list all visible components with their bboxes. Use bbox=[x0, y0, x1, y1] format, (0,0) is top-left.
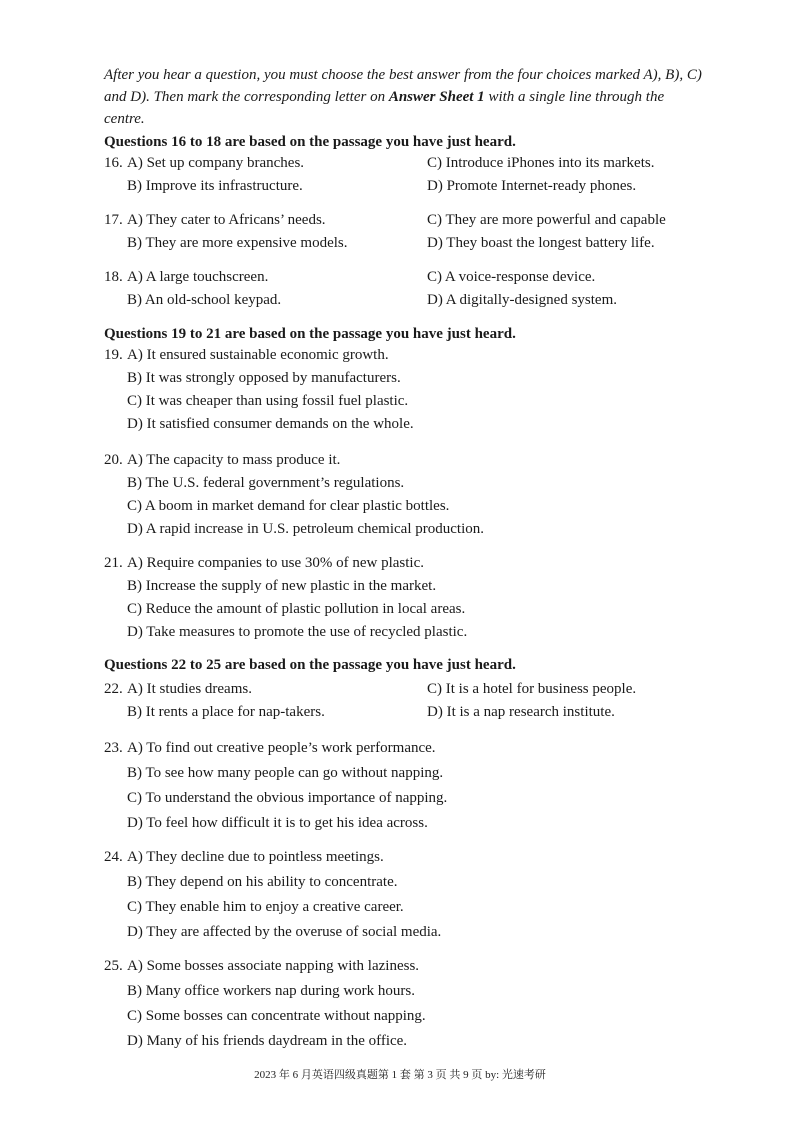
option-b: B) An old-school keypad. bbox=[127, 292, 282, 308]
option-b: B) Many office workers nap during work hours. bbox=[127, 983, 415, 999]
option-b: B) Increase the supply of new plastic in the market. bbox=[127, 578, 437, 594]
option-d: D) They boast the longest battery life. bbox=[427, 235, 655, 251]
option-c: C) They enable him to enjoy a creative career. bbox=[127, 899, 404, 915]
option-b: B) It rents a place for nap-takers. bbox=[127, 704, 325, 720]
question-number: 22. bbox=[104, 681, 123, 697]
option-b: B) The U.S. federal government’s regulations. bbox=[127, 475, 405, 491]
option-c: C) A voice-response device. bbox=[427, 269, 596, 285]
instructions bbox=[104, 64, 704, 130]
option-d: D) Promote Internet-ready phones. bbox=[427, 178, 637, 194]
option-c: C) It is a hotel for business people. bbox=[427, 681, 637, 697]
question-number: 25. bbox=[104, 958, 123, 974]
question-number: 18. bbox=[104, 269, 123, 285]
option-a: A) It studies dreams. bbox=[127, 681, 252, 697]
option-d: D) A digitally-designed system. bbox=[427, 292, 617, 308]
option-a: A) To find out creative people’s work performance. bbox=[127, 740, 436, 756]
instructions-answer-sheet: Answer Sheet 1 bbox=[388, 89, 485, 105]
option-a: A) A large touchscreen. bbox=[127, 269, 269, 285]
option-b: B) They depend on his ability to concentrate. bbox=[127, 874, 398, 890]
option-d: D) It satisfied consumer demands on the whole. bbox=[127, 416, 414, 432]
option-d: D) Many of his friends daydream in the office. bbox=[127, 1033, 408, 1049]
option-d: D) A rapid increase in U.S. petroleum chemical production. bbox=[127, 521, 484, 537]
question-number: 20. bbox=[104, 452, 123, 468]
option-a: A) The capacity to mass produce it. bbox=[127, 452, 341, 468]
option-d: D) They are affected by the overuse of social media. bbox=[127, 924, 442, 940]
option-d: D) It is a nap research institute. bbox=[427, 704, 615, 720]
section-heading: Questions 19 to 21 are based on the passage you have just heard. bbox=[104, 326, 516, 342]
option-d: D) Take measures to promote the use of recycled plastic. bbox=[127, 624, 468, 640]
question-number: 17. bbox=[104, 212, 123, 228]
option-b: B) To see how many people can go without napping. bbox=[127, 765, 444, 781]
section-heading: Questions 16 to 18 are based on the passage you have just heard. bbox=[104, 134, 516, 150]
option-a: A) Some bosses associate napping with laziness. bbox=[127, 958, 420, 974]
question-number: 21. bbox=[104, 555, 123, 571]
page-footer: 2023 年 6 月英语四级真题第 1 套 第 3 页 共 9 页 by: 光速考研 bbox=[254, 1069, 546, 1081]
option-a: A) Set up company branches. bbox=[127, 155, 305, 171]
option-a: A) It ensured sustainable economic growth. bbox=[127, 347, 389, 363]
option-c: C) It was cheaper than using fossil fuel plastic. bbox=[127, 393, 409, 409]
option-c: C) Introduce iPhones into its markets. bbox=[427, 155, 655, 171]
option-c: C) They are more powerful and capable bbox=[427, 212, 666, 228]
option-b: B) It was strongly opposed by manufacturers. bbox=[127, 370, 401, 386]
instructions-text-1: After you hear a question, you must choose the best answer from the four choices marked A), B), C) and D). Then mark the corresponding letter on bbox=[104, 67, 702, 105]
question-number: 16. bbox=[104, 155, 123, 171]
option-c: C) Reduce the amount of plastic pollution in local areas. bbox=[127, 601, 466, 617]
option-a: A) Require companies to use 30% of new plastic. bbox=[127, 555, 425, 571]
option-b: B) They are more expensive models. bbox=[127, 235, 348, 251]
option-b: B) Improve its infrastructure. bbox=[127, 178, 303, 194]
question-number: 24. bbox=[104, 849, 123, 865]
question-number: 19. bbox=[104, 347, 123, 363]
option-c: C) Some bosses can concentrate without napping. bbox=[127, 1008, 426, 1024]
option-a: A) They decline due to pointless meetings. bbox=[127, 849, 384, 865]
instructions-text-2: with a single line through the centre. bbox=[104, 89, 665, 127]
question-number: 23. bbox=[104, 740, 123, 756]
section-heading: Questions 22 to 25 are based on the passage you have just heard. bbox=[104, 657, 516, 673]
option-c: C) To understand the obvious importance of napping. bbox=[127, 790, 448, 806]
option-d: D) To feel how difficult it is to get his idea across. bbox=[127, 815, 428, 831]
option-c: C) A boom in market demand for clear plastic bottles. bbox=[127, 498, 450, 514]
option-a: A) They cater to Africans’ needs. bbox=[127, 212, 326, 228]
